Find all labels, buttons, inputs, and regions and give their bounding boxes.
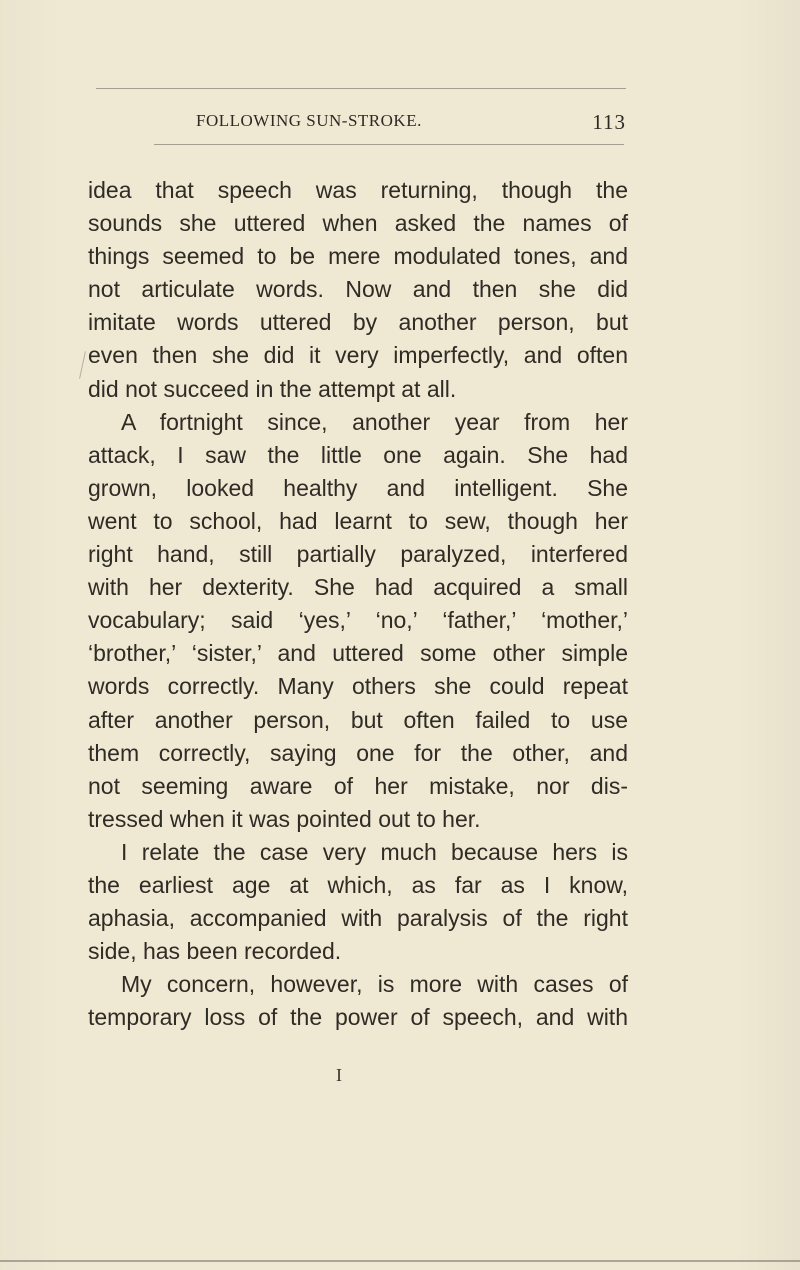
- header-top-rule: [96, 88, 626, 89]
- running-head-title: FOLLOWING SUN-STROKE.: [196, 111, 422, 130]
- text-line: the earliest age at which, as far as I know,: [88, 871, 628, 898]
- text-line: tressed when it was pointed out to her.: [88, 805, 481, 832]
- text-line: side, has been recorded.: [88, 938, 342, 965]
- page-number: 113: [592, 110, 626, 134]
- text-line: attack, I saw the little one again. She had: [88, 441, 628, 468]
- text-line: aphasia, accompanied with paralysis of the right: [88, 905, 628, 932]
- text-line: even then she did it very imperfectly, and often: [88, 342, 628, 369]
- text-line: words correctly. Many others she could repeat: [88, 673, 628, 700]
- header-bottom-rule: [154, 144, 624, 145]
- text-line: not seeming aware of her mistake, nor dis-: [88, 772, 628, 799]
- text-line: after another person, but often failed to use: [88, 706, 628, 733]
- text-line: not articulate words. Now and then she did: [88, 276, 628, 303]
- text-line: A fortnight since, another year from her: [121, 408, 628, 435]
- text-line: went to school, had learnt to sew, though her: [88, 507, 628, 534]
- text-line: did not succeed in the attempt at all.: [88, 375, 457, 402]
- text-line: sounds she uttered when asked the names of: [88, 210, 628, 237]
- text-line: imitate words uttered by another person, but: [88, 309, 628, 336]
- signature-mark: I: [336, 1065, 343, 1085]
- running-head: [196, 111, 626, 141]
- text-line: ‘brother,’ ‘sister,’ and uttered some other simple: [88, 640, 628, 667]
- text-line: temporary loss of the power of speech, and with: [88, 1004, 628, 1031]
- text-line: right hand, still partially paralyzed, interfered: [88, 541, 628, 568]
- text-line: things seemed to be mere modulated tones, and: [88, 243, 628, 270]
- text-line: I relate the case very much because hers is: [121, 838, 628, 865]
- text-line: with her dexterity. She had acquired a small: [88, 574, 628, 601]
- text-line: them correctly, saying one for the other, and: [88, 739, 628, 766]
- text-line: grown, looked healthy and intelligent. She: [88, 474, 628, 501]
- text-line: vocabulary; said ‘yes,’ ‘no,’ ‘father,’ ‘mother,’: [88, 607, 628, 634]
- text-line: idea that speech was returning, though the: [88, 177, 628, 203]
- margin-pencil-mark: [79, 351, 86, 379]
- page-bottom-edge: [0, 1260, 800, 1262]
- text-line: My concern, however, is more with cases of: [121, 971, 628, 998]
- body-text: [88, 174, 628, 1034]
